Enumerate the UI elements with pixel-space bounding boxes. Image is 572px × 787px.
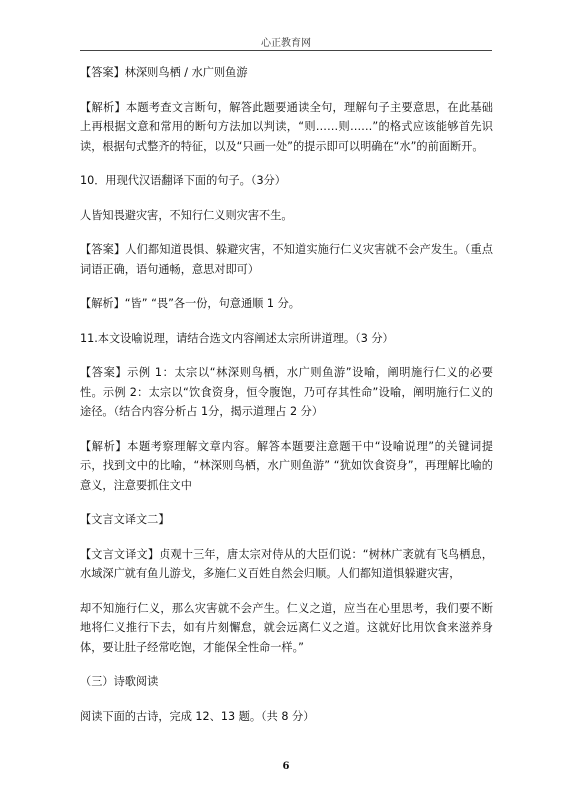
translation-paragraph: 却不知施行仁义，那么灾害就不会产生。仁义之道，应当在心里思考，我们要不断地将仁义推行下去，如有片刻懈怠，就会远离仁义之道。这就好比用饮食来滋养身体，要让肚子经常吃饱，才能保全性命一样。” (80, 601, 493, 654)
translation-paragraph: 【文言文译文】贞观十三年，唐太宗对侍从的大臣们说：“树林广袤就有飞鸟栖息，水域深广就有鱼儿游戈，多施仁义百姓自然会归顺。人们都知道惧躲避灾害， (80, 547, 493, 580)
document-body (80, 63, 493, 741)
page-footer (0, 761, 572, 772)
answer-paragraph: 【答案】人们都知道畏惧、躲避灾害，不知道实施行仁义灾害就不会产发生。（重点词语正确，语句通畅，意思对即可） (80, 243, 493, 276)
instruction-paragraph: 阅读下面的古诗，完成 12、13 题。（共 8 分） (80, 709, 315, 723)
answer-paragraph: 【答案】林深则鸟栖 / 水广则鱼游 (80, 66, 248, 79)
section-heading: 【文言文译文二】 (80, 513, 170, 526)
header-divider (80, 50, 492, 51)
section-heading: （三）诗歌阅读 (80, 675, 159, 688)
analysis-paragraph: 【解析】“皆” “畏”各一份，句意通顺 1 分。 (80, 297, 300, 310)
question-10: 10．用现代汉语翻译下面的句子。（3分） (80, 174, 286, 187)
analysis-paragraph: 【解析】本题考察理解文章内容。解答本题要注意题干中“设喻说理”的关键词提示，找到文中的比喻，“林深则鸟栖，水广则鱼游” “犹如饮食资身”，再理解比喻的意义，注意要抓住文中 (80, 439, 493, 492)
page-number: 6 (282, 761, 290, 772)
analysis-paragraph: 【解析】本题考查文言断句，解答此题要通读全句，理解句子主要意思，在此基础上再根据文意和常用的断句方法加以判读，“则……则……”的格式应该能够首先识读，根据句式整齐的特征，以及“只画一处”的提示即可以明确在“水”的前面断开。 (80, 100, 493, 153)
sentence-to-translate: 人皆知畏避灾害，不知行仁义则灾害不生。 (80, 208, 293, 222)
header-title: 心正教育网 (261, 38, 311, 49)
page-header (0, 34, 572, 49)
question-11: 11.本文设喻说理，请结合选文内容阐述太宗所讲道理。（3 分） (80, 331, 394, 345)
answer-paragraph: 【答案】示例 1：太宗以“林深则鸟栖，水广则鱼游”设喻，阐明施行仁义的必要性。示例 2：太宗以“饮食资身，恒令腹饱，乃可存其性命”设喻，阐明施行仁义的途径。（结合内容分析占 1分，揭示道理占 2 分） (80, 366, 493, 418)
